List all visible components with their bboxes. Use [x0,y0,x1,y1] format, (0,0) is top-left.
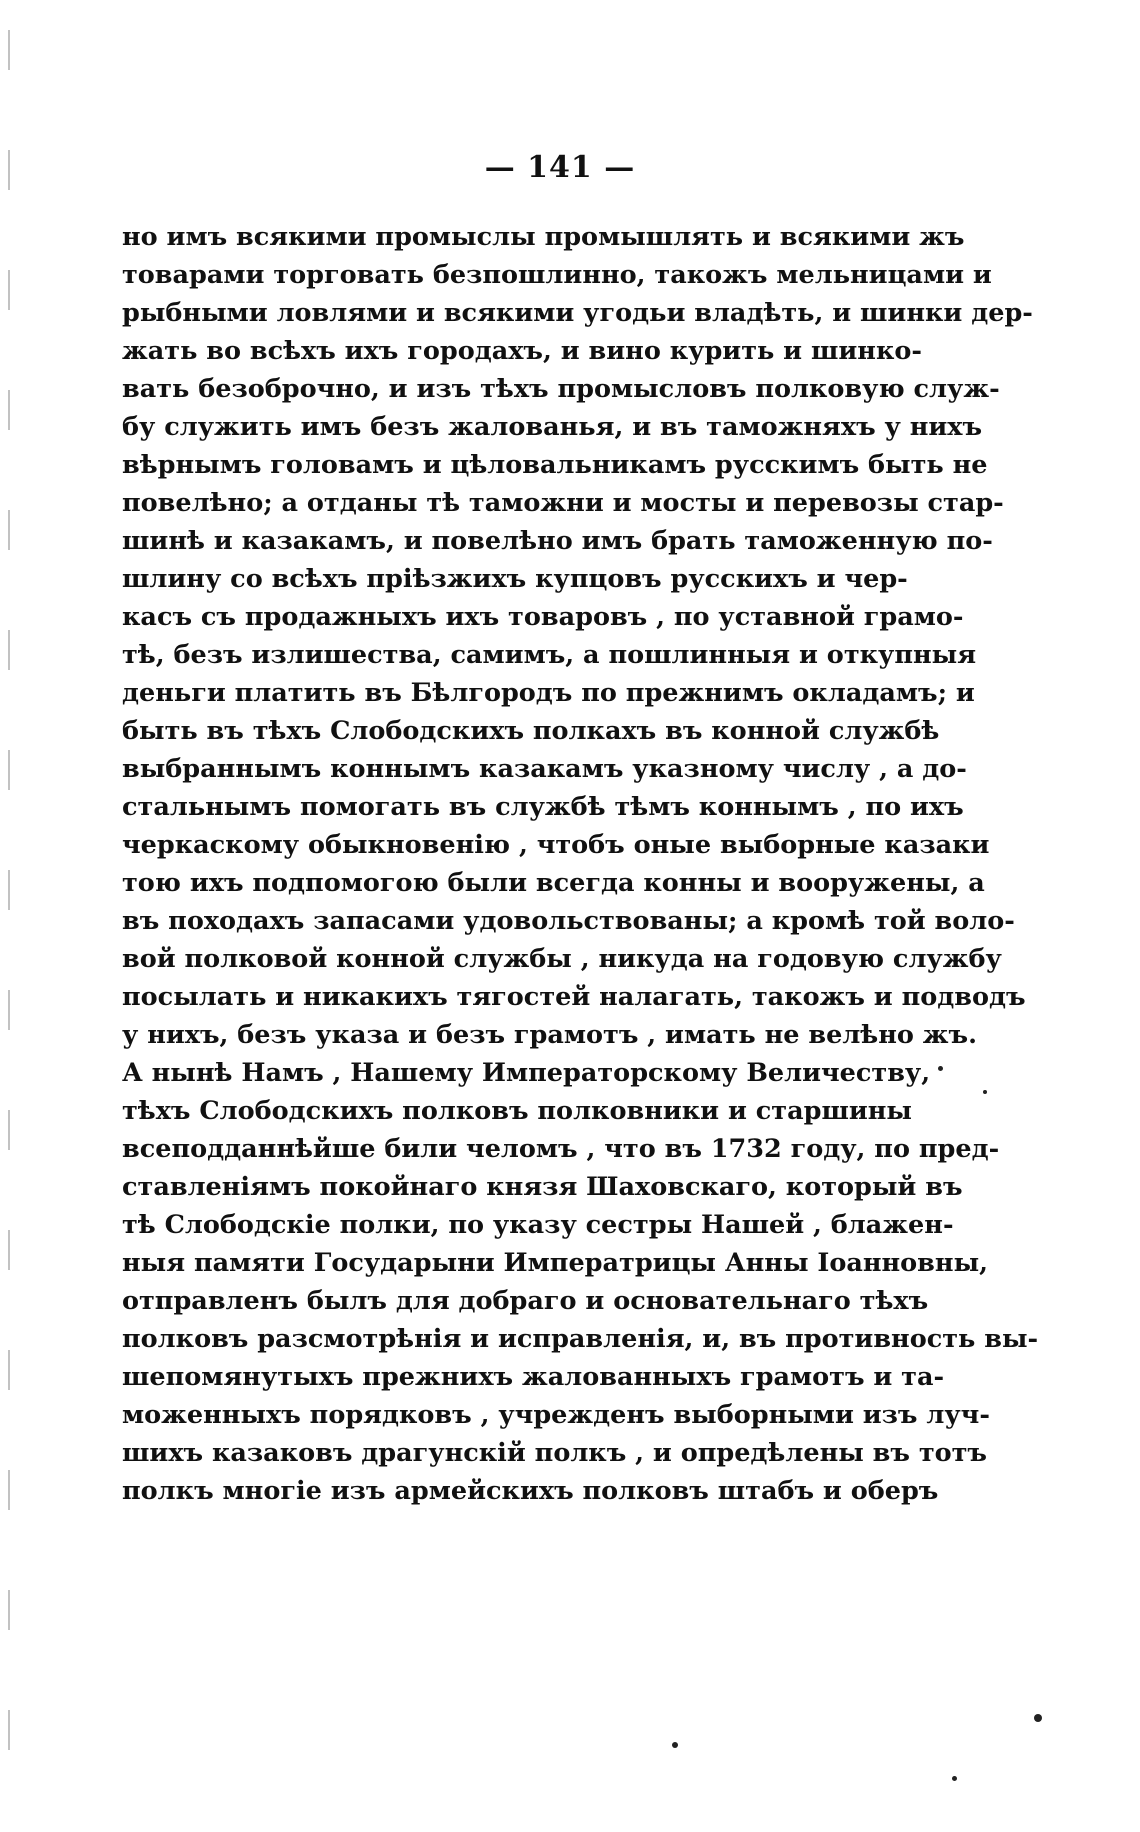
text-line: ныя памяти Государыни Императрицы Анны Іоанновны, [122,1248,989,1278]
scan-edge [8,30,10,1820]
ink-speck [938,1066,943,1071]
text-line: посылать и никакихъ тягостей налагать, такожъ и подводъ [122,982,1026,1012]
text-line: вой полковой конной службы , никуда на годовую службу [122,944,1002,974]
text-line: А нынѣ Намъ , Нашему Императорскому Величеству, [122,1058,931,1088]
text-line: въ походахъ запасами удовольствованы; а кромѣ той воло- [122,906,1015,936]
ink-speck [952,1776,957,1781]
text-line: тѣ Слободскіе полки, по указу сестры Нашей , блажен- [122,1210,954,1240]
text-line: у нихъ, безъ указа и безъ грамотъ , имать не велѣно жъ. [122,1020,977,1050]
body-text [122,218,1039,1510]
text-line: полкъ многіе изъ армейскихъ полковъ штабъ и оберъ [122,1476,939,1506]
text-line: шепомянутыхъ прежнихъ жалованныхъ грамотъ и та- [122,1362,945,1392]
text-line: тѣ, безъ излишества, самимъ, а пошлинныя и откупныя [122,640,977,670]
text-line: деньги платить въ Бѣлгородъ по прежнимъ окладамъ; и [122,678,975,708]
text-line: быть въ тѣхъ Слободскихъ полкахъ въ конной службѣ [122,716,940,746]
text-line: шлину со всѣхъ пріѣзжихъ купцовъ русскихъ и чер- [122,564,908,594]
ink-speck [1034,1714,1042,1722]
text-line: рыбными ловлями и всякими угодьи владѣть, и шинки дер- [122,298,1033,328]
text-line: но имъ всякими промыслы промышлять и всякими жъ [122,222,965,252]
page-number: — 141 — [484,150,636,185]
text-line: касъ съ продажныхъ ихъ товаровъ , по уставной грамо- [122,602,964,632]
text-line: товарами торговать безпошлинно, такожъ мельницами и [122,260,992,290]
ink-speck [983,1090,987,1094]
text-line: бу служить имъ безъ жалованья, и въ таможняхъ у нихъ [122,412,983,442]
text-line: жать во всѣхъ ихъ городахъ, и вино курить и шинко- [122,336,922,366]
text-line: ставленіямъ покойнаго князя Шаховскаго, который въ [122,1172,963,1202]
text-line: моженныхъ порядковъ , учрежденъ выборными изъ луч- [122,1400,990,1430]
text-line: шихъ казаковъ драгунскій полкъ , и опредѣлены въ тотъ [122,1438,987,1468]
text-line: стальнымъ помогать въ службѣ тѣмъ коннымъ , по ихъ [122,792,964,822]
text-line: тою ихъ подпомогою были всегда конны и вооружены, а [122,868,985,898]
text-line: вать безоброчно, и изъ тѣхъ промысловъ полковую служ- [122,374,1000,404]
ink-speck [672,1742,678,1748]
text-line: черкаскому обыкновенію , чтобъ оные выборные казаки [122,830,990,860]
text-line: всеподданнѣйше били челомъ , что въ 1732 году, по пред- [122,1134,1000,1164]
text-line: полковъ разсмотрѣнія и исправленія, и, въ противность вы- [122,1324,1039,1354]
text-line: выбраннымъ коннымъ казакамъ указному числу , а до- [122,754,967,784]
text-line: шинѣ и казакамъ, и повелѣно имъ брать таможенную по- [122,526,993,556]
text-line: повелѣно; а отданы тѣ таможни и мосты и перевозы стар- [122,488,1004,518]
text-line: тѣхъ Слободскихъ полковъ полковники и старшины [122,1096,912,1126]
text-line: отправленъ былъ для добраго и основательнаго тѣхъ [122,1286,929,1316]
text-line: вѣрнымъ головамъ и цѣловальникамъ русскимъ быть не [122,450,988,480]
